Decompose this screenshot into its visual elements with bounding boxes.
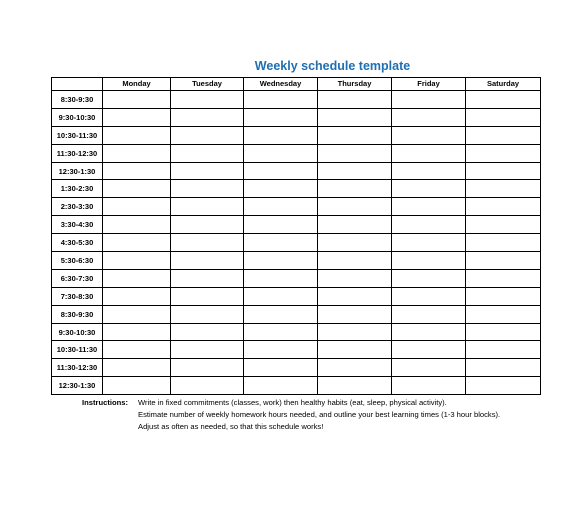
schedule-cell[interactable] [244,216,318,234]
schedule-cell[interactable] [244,269,318,287]
schedule-cell[interactable] [103,162,171,180]
schedule-cell[interactable] [318,359,392,377]
schedule-cell[interactable] [103,269,171,287]
time-slot-label: 8:30-9:30 [52,305,103,323]
schedule-cell[interactable] [244,91,318,109]
schedule-cell[interactable] [392,91,466,109]
schedule-row [52,323,541,341]
schedule-cell[interactable] [392,198,466,216]
schedule-cell[interactable] [318,377,392,395]
schedule-cell[interactable] [244,305,318,323]
schedule-cell[interactable] [392,216,466,234]
time-slot-label: 3:30-4:30 [52,216,103,234]
schedule-cell[interactable] [466,144,541,162]
schedule-row [52,198,541,216]
schedule-row [52,287,541,305]
time-header-cell [52,78,103,91]
schedule-row [52,252,541,270]
schedule-cell[interactable] [103,287,171,305]
schedule-row [52,341,541,359]
schedule-cell[interactable] [103,198,171,216]
schedule-cell[interactable] [392,341,466,359]
day-header: Saturday [466,78,541,91]
instruction-line: Estimate number of weekly homework hours needed, and outline your best learning times (1-3 hour blocks). [138,410,501,419]
day-header: Monday [103,78,171,91]
schedule-cell[interactable] [244,377,318,395]
schedule-cell[interactable] [103,377,171,395]
schedule-cell[interactable] [103,180,171,198]
schedule-cell[interactable] [171,91,244,109]
schedule-cell[interactable] [171,162,244,180]
schedule-row [52,91,541,109]
schedule-cell[interactable] [244,162,318,180]
schedule-body [52,91,541,395]
schedule-cell[interactable] [392,162,466,180]
schedule-cell[interactable] [318,216,392,234]
instruction-line: Write in fixed commitments (classes, work) then healthy habits (eat, sleep, physical activity). [138,398,447,407]
day-header: Wednesday [244,78,318,91]
schedule-cell[interactable] [244,323,318,341]
schedule-cell[interactable] [318,305,392,323]
schedule-cell[interactable] [466,252,541,270]
schedule-cell[interactable] [244,252,318,270]
schedule-row [52,359,541,377]
schedule-cell[interactable] [171,234,244,252]
page-title: Weekly schedule template [254,59,411,73]
schedule-cell[interactable] [171,144,244,162]
schedule-cell[interactable] [392,252,466,270]
schedule-cell[interactable] [103,341,171,359]
schedule-cell[interactable] [244,126,318,144]
schedule-row [52,126,541,144]
schedule-cell[interactable] [318,252,392,270]
schedule-cell[interactable] [318,341,392,359]
schedule-cell[interactable] [466,359,541,377]
schedule-cell[interactable] [103,305,171,323]
schedule-cell[interactable] [103,252,171,270]
schedule-cell[interactable] [244,287,318,305]
schedule-row [52,162,541,180]
time-slot-label: 5:30-6:30 [52,252,103,270]
time-slot-label: 12:30-1:30 [52,162,103,180]
schedule-row [52,377,541,395]
schedule-cell[interactable] [103,234,171,252]
schedule-cell[interactable] [318,323,392,341]
time-slot-label: 10:30-11:30 [52,126,103,144]
schedule-cell[interactable] [171,216,244,234]
schedule-cell[interactable] [392,269,466,287]
schedule-cell[interactable] [392,126,466,144]
schedule-cell[interactable] [171,126,244,144]
instructions-label: Instructions: [82,398,128,407]
schedule-row [52,305,541,323]
schedule-cell[interactable] [392,144,466,162]
schedule-cell[interactable] [392,305,466,323]
schedule-cell[interactable] [244,144,318,162]
schedule-table [51,77,541,395]
schedule-row [52,234,541,252]
time-slot-label: 11:30-12:30 [52,359,103,377]
time-slot-label: 9:30-10:30 [52,323,103,341]
schedule-row [52,269,541,287]
schedule-cell[interactable] [392,287,466,305]
day-header: Tuesday [171,78,244,91]
time-slot-label: 10:30-11:30 [52,341,103,359]
schedule-cell[interactable] [171,269,244,287]
schedule-cell[interactable] [171,108,244,126]
schedule-cell[interactable] [392,180,466,198]
schedule-cell[interactable] [171,341,244,359]
schedule-cell[interactable] [466,91,541,109]
schedule-cell[interactable] [466,287,541,305]
schedule-cell[interactable] [392,377,466,395]
schedule-cell[interactable] [392,234,466,252]
schedule-row [52,144,541,162]
schedule-cell[interactable] [318,234,392,252]
schedule-cell[interactable] [466,162,541,180]
schedule-cell[interactable] [103,359,171,377]
schedule-cell[interactable] [318,180,392,198]
schedule-cell[interactable] [171,305,244,323]
schedule-cell[interactable] [466,305,541,323]
schedule-cell[interactable] [318,144,392,162]
instruction-line: Adjust as often as needed, so that this schedule works! [138,422,324,431]
schedule-cell[interactable] [171,198,244,216]
schedule-cell[interactable] [244,359,318,377]
schedule-cell[interactable] [171,359,244,377]
time-slot-label: 7:30-8:30 [52,287,103,305]
schedule-cell[interactable] [103,126,171,144]
schedule-cell[interactable] [466,377,541,395]
time-slot-label: 2:30-3:30 [52,198,103,216]
schedule-cell[interactable] [466,180,541,198]
schedule-cell[interactable] [466,216,541,234]
time-slot-label: 11:30-12:30 [52,144,103,162]
schedule-cell[interactable] [103,323,171,341]
time-slot-label: 4:30-5:30 [52,234,103,252]
schedule-cell[interactable] [171,180,244,198]
schedule-cell[interactable] [318,108,392,126]
schedule-cell[interactable] [466,198,541,216]
schedule-cell[interactable] [466,126,541,144]
day-header: Friday [392,78,466,91]
schedule-cell[interactable] [392,323,466,341]
time-slot-label: 12:30-1:30 [52,377,103,395]
schedule-cell[interactable] [103,108,171,126]
schedule-cell[interactable] [466,108,541,126]
schedule-cell[interactable] [171,287,244,305]
schedule-cell[interactable] [318,269,392,287]
schedule-cell[interactable] [103,91,171,109]
time-slot-label: 1:30-2:30 [52,180,103,198]
schedule-cell[interactable] [103,216,171,234]
schedule-row [52,216,541,234]
schedule-cell[interactable] [244,198,318,216]
schedule-cell[interactable] [244,234,318,252]
schedule-cell[interactable] [171,252,244,270]
schedule-cell[interactable] [171,377,244,395]
schedule-cell[interactable] [244,180,318,198]
schedule-cell[interactable] [466,269,541,287]
schedule-cell[interactable] [318,91,392,109]
time-slot-label: 8:30-9:30 [52,91,103,109]
schedule-cell[interactable] [318,162,392,180]
schedule-cell[interactable] [318,198,392,216]
schedule-cell[interactable] [103,144,171,162]
schedule-cell[interactable] [466,234,541,252]
schedule-cell[interactable] [466,323,541,341]
schedule-cell[interactable] [318,287,392,305]
day-header: Thursday [318,78,392,91]
time-slot-label: 6:30-7:30 [52,269,103,287]
schedule-row [52,108,541,126]
schedule-cell[interactable] [318,126,392,144]
schedule-cell[interactable] [171,323,244,341]
schedule-cell[interactable] [244,341,318,359]
schedule-row [52,180,541,198]
schedule-cell[interactable] [466,341,541,359]
header-row [52,78,541,91]
schedule-cell[interactable] [392,359,466,377]
time-slot-label: 9:30-10:30 [52,108,103,126]
schedule-cell[interactable] [392,108,466,126]
schedule-cell[interactable] [244,108,318,126]
